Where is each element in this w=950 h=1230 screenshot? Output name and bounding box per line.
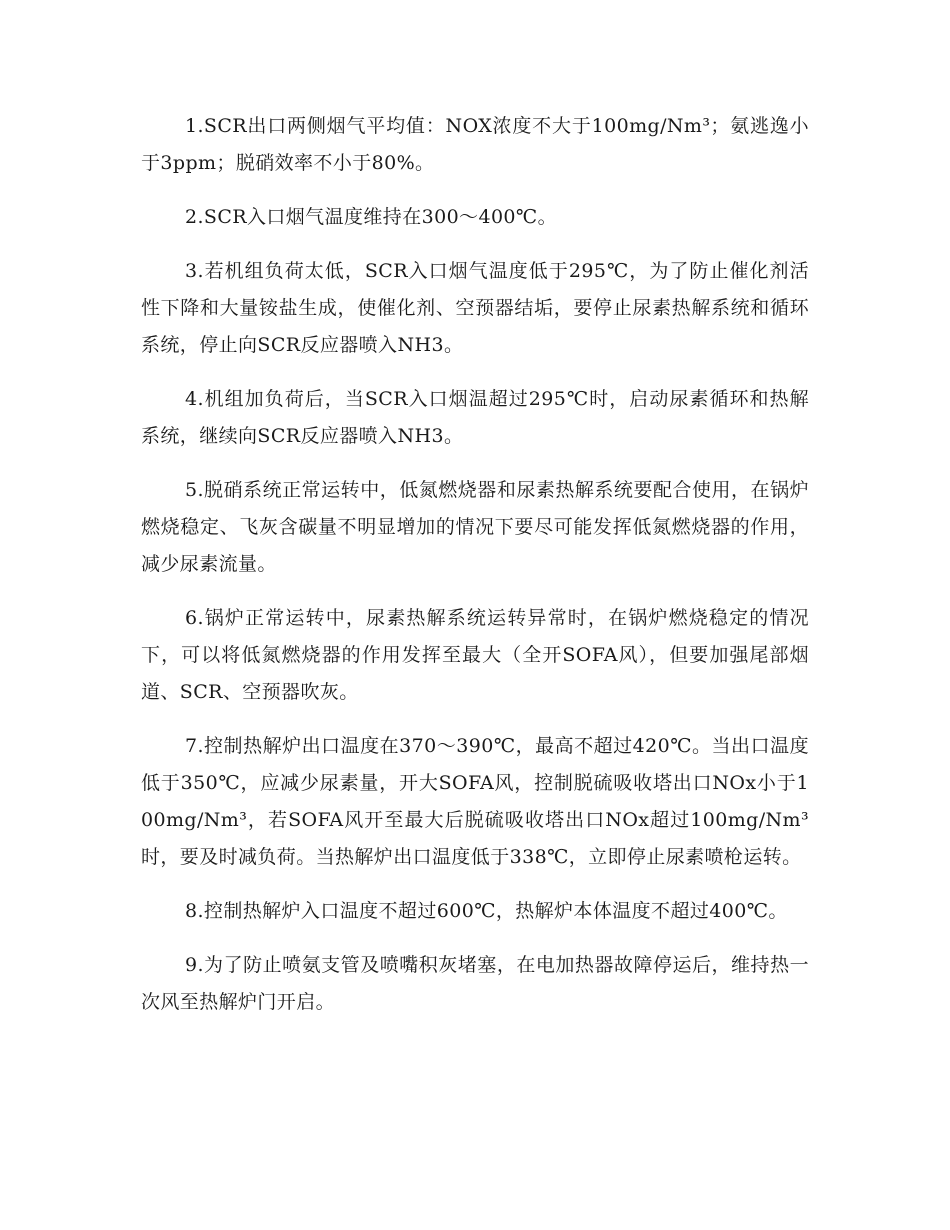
paragraph-7: 7.控制热解炉出口温度在370～390℃，最高不超过420℃。当出口温度低于350℃，应减少尿素量，开大SOFA风，控制脱硫吸收塔出口NOx小于100mg/Nm³，若SOFA风开至最大后脱硫吸收塔出口NOx超过100mg/Nm³时，要及时减负荷。当热解炉出口温度低于338℃，立即停止尿素喷枪运转。 (141, 735, 809, 868)
paragraph-5: 5.脱硝系统正常运转中，低氮燃烧器和尿素热解系统要配合使用，在锅炉燃烧稳定、飞灰含碳量不明显增加的情况下要尽可能发挥低氮燃烧器的作用，减少尿素流量。 (141, 479, 809, 575)
paragraph-1: 1.SCR出口两侧烟气平均值：NOX浓度不大于100mg/Nm³；氨逃逸小于3ppm；脱硝效率不小于80%。 (141, 115, 809, 174)
paragraph-4: 4.机组加负荷后，当SCR入口烟温超过295℃时，启动尿素循环和热解系统，继续向SCR反应器喷入NH3。 (141, 388, 809, 447)
paragraph-9: 9.为了防止喷氨支管及喷嘴积灰堵塞，在电加热器故障停运后，维持热一次风至热解炉门开启。 (141, 954, 809, 1013)
paragraph-6: 6.锅炉正常运转中，尿素热解系统运转异常时，在锅炉燃烧稳定的情况下，可以将低氮燃烧器的作用发挥至最大（全开SOFA风），但要加强尾部烟道、SCR、空预器吹灰。 (141, 607, 809, 703)
paragraph-8: 8.控制热解炉入口温度不超过600℃，热解炉本体温度不超过400℃。 (185, 900, 788, 922)
paragraph-3: 3.若机组负荷太低，SCR入口烟气温度低于295℃，为了防止催化剂活性下降和大量铵盐生成，使催化剂、空预器结垢，要停止尿素热解系统和循环系统，停止向SCR反应器喷入NH3。 (141, 260, 809, 356)
document-body (141, 108, 809, 1038)
paragraph-2: 2.SCR入口烟气温度维持在300～400℃。 (185, 206, 557, 228)
